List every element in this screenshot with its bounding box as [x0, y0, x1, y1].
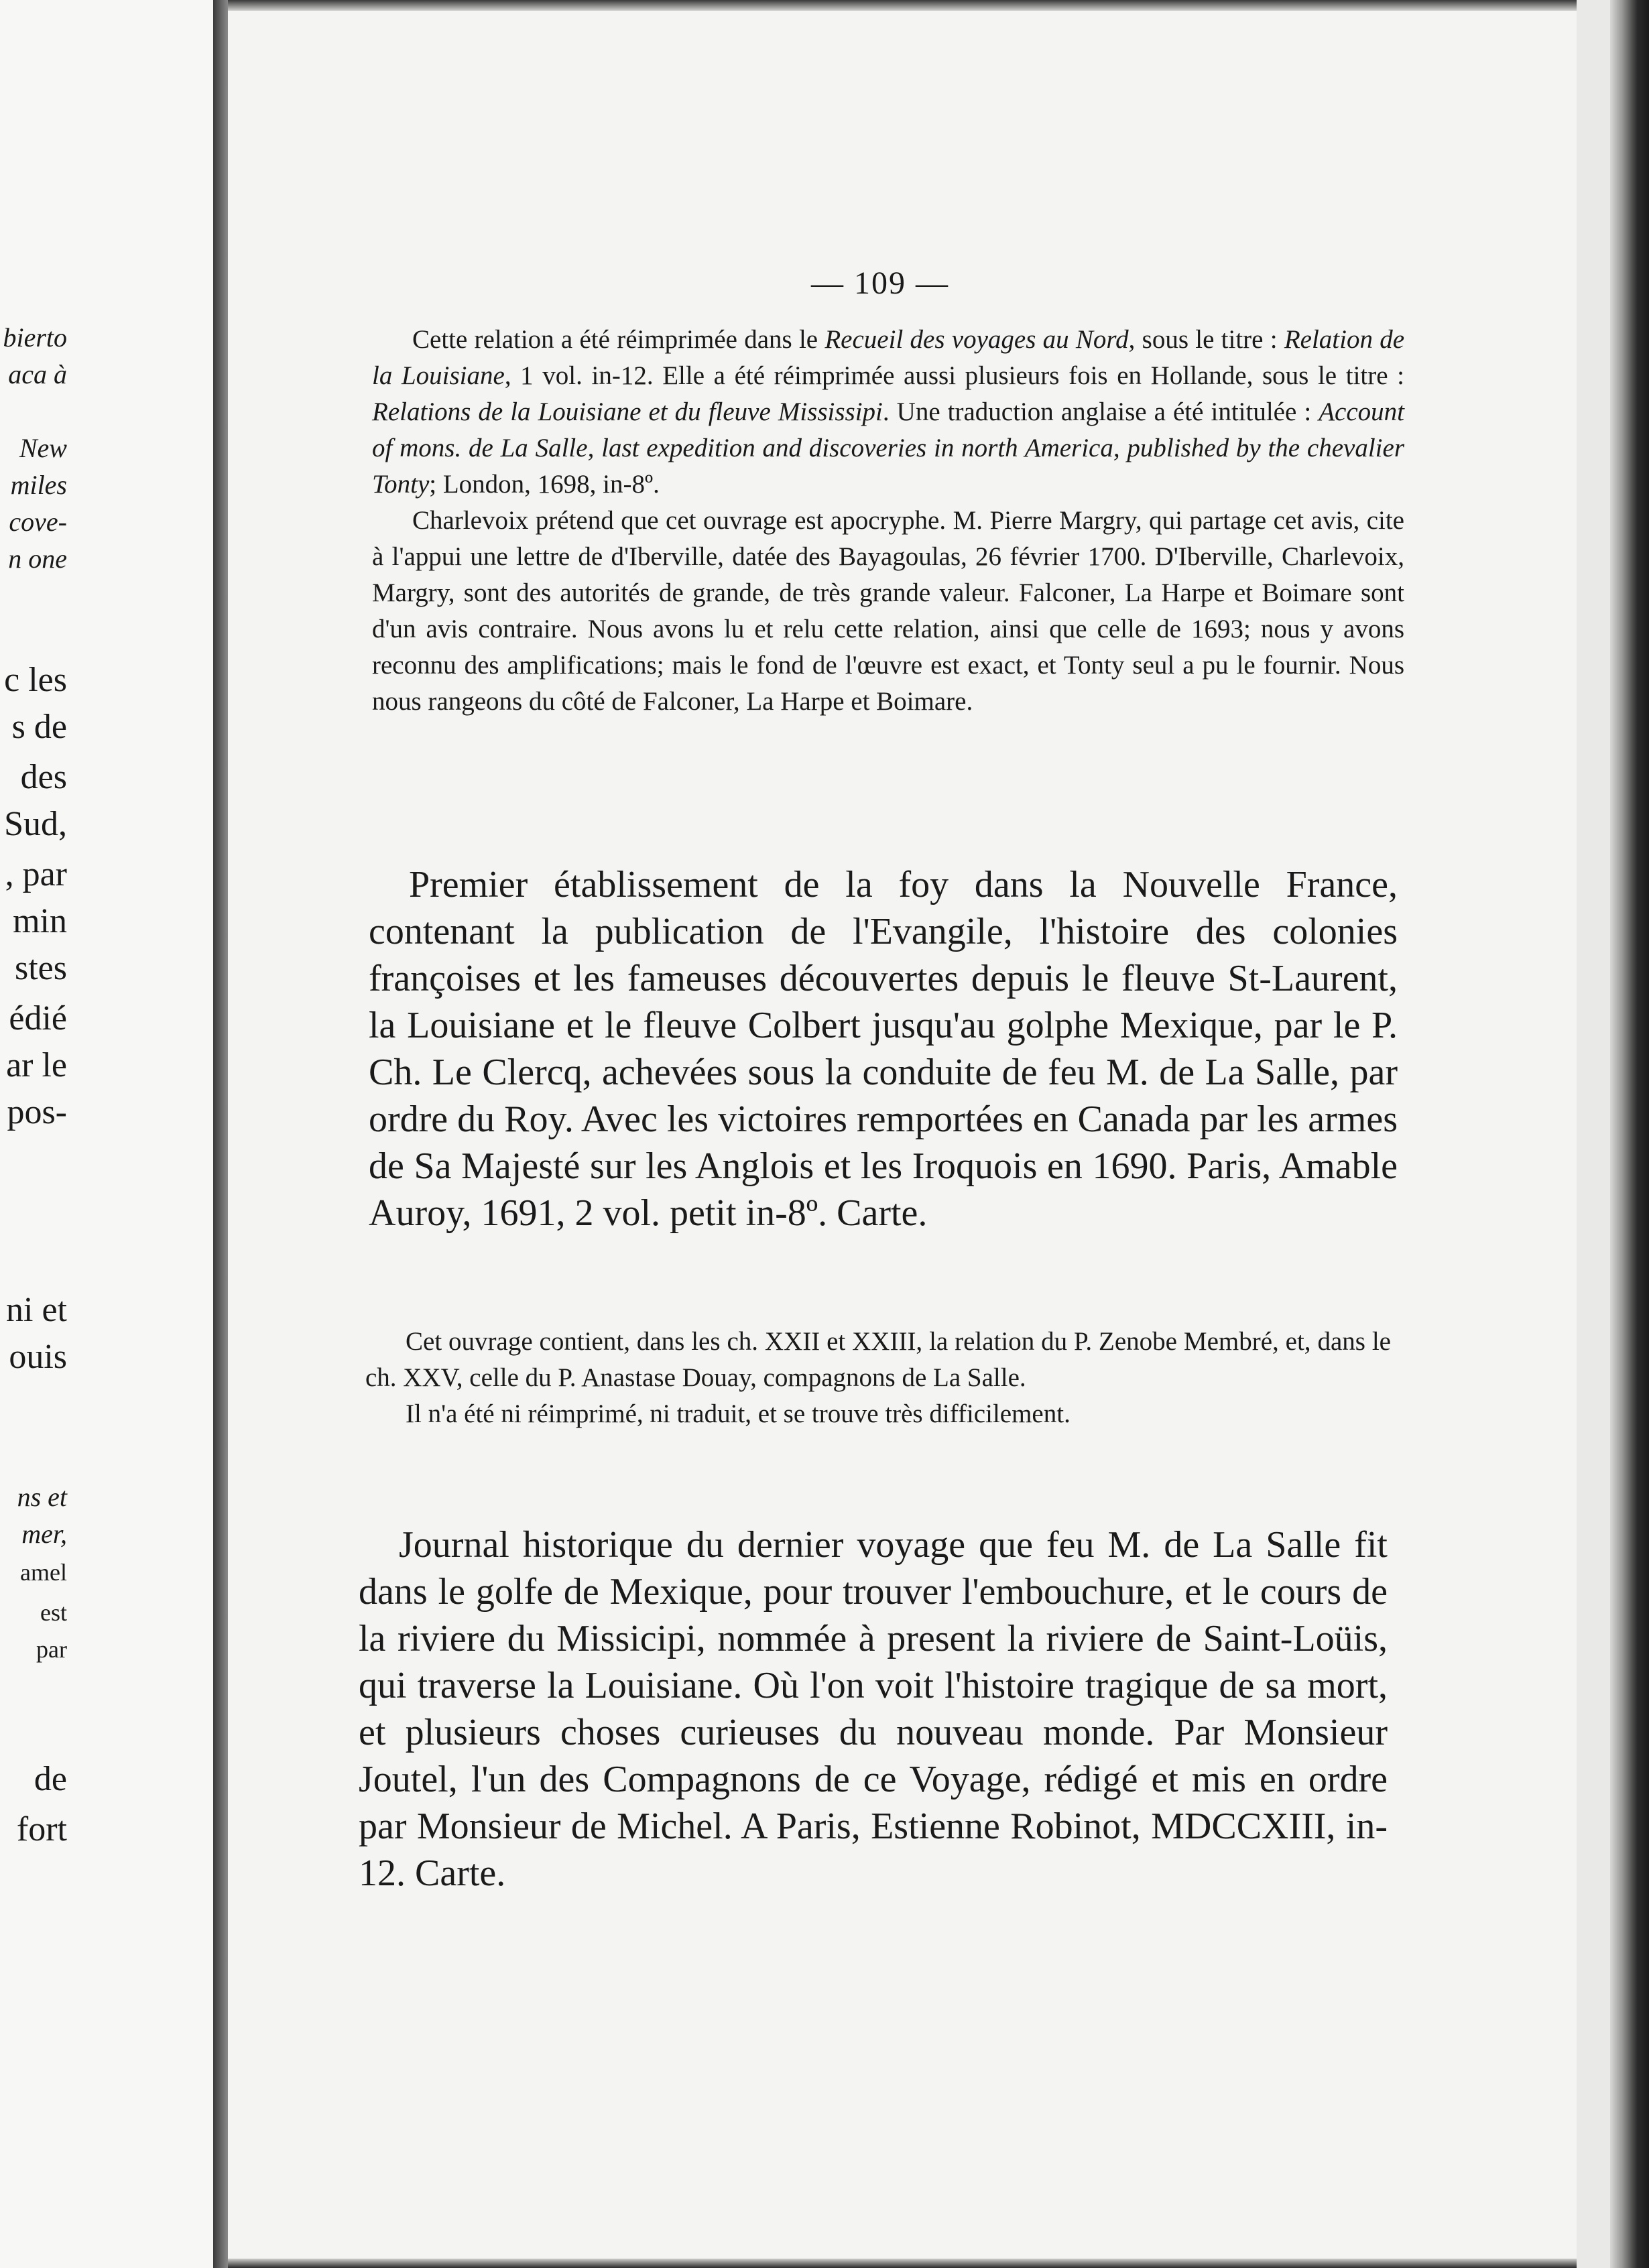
page-right-edge [1610, 0, 1649, 2268]
facing-page-line: pos- [7, 1093, 67, 1131]
note-title-italic: Relation de la Louisiane [372, 325, 1405, 390]
facing-page-line: n one [8, 544, 67, 574]
facing-page-line: bierto [3, 322, 67, 353]
facing-page-line: de [34, 1760, 67, 1798]
facing-page-line: des [20, 758, 67, 796]
footnote-block [365, 1324, 1391, 1432]
note-title-italic: Recueil des voyages au Nord [824, 325, 1129, 354]
facing-page-line: , par [5, 855, 67, 893]
facing-page-line: amel [20, 1559, 67, 1586]
facing-page-line: c les [4, 661, 67, 699]
facing-page-line: min [13, 902, 67, 940]
facing-page-line: Sud, [4, 805, 67, 843]
facing-page-line: ni et [6, 1291, 67, 1329]
page-gutter [213, 0, 228, 2268]
note-text: . Une traduction anglaise a été intitulée : [882, 397, 1319, 426]
note-text: , sous le titre : [1128, 325, 1284, 354]
note-text: , 1 vol. in-12. Elle a été réimprimée aussi plusieurs fois en Hollande, sous le titre : [504, 361, 1404, 390]
facing-page-fragment [0, 0, 213, 2268]
facing-page-line: stes [15, 949, 67, 987]
facing-page-line: ar le [6, 1046, 67, 1084]
footnote-paragraph: Cet ouvrage contient, dans les ch. XXII et XXIII, la relation du P. Zenobe Membré, et, dans le ch. XXV, celle du P. Anastase Douay, compagnons de La Salle. [365, 1327, 1391, 1392]
facing-page-line: mer, [21, 1519, 67, 1549]
facing-page-line: fort [16, 1810, 67, 1848]
bibliography-entry: Premier établissement de la foy dans la Nouvelle France, contenant la publication de l'Evangile, l'histoire des colonies françoises et les fameuses découvertes depuis le fleuve St-Laurent, la Louisiane et le fleuve Colbert jusqu'au golphe Mexique, par le P. Ch. Le Clercq, achevées sous la conduite de feu M. de La Salle, par ordre du Roy. Avec les victoires remportées en Canada par les armes de Sa Majesté sur les Anglois et les Iroquois en 1690. Paris, Amable Auroy, 1691, 2 vol. petit in-8º. Carte. [369, 864, 1398, 1234]
footnote-paragraph [372, 322, 1404, 503]
facing-page-line: s de [11, 708, 67, 746]
note-text: Cette relation a été réimprimée dans le [412, 325, 825, 354]
facing-page-line: par [36, 1636, 67, 1663]
facing-page-line: ns et [17, 1482, 67, 1512]
facing-page-line: miles [10, 470, 67, 500]
facing-page-line: est [40, 1599, 67, 1626]
page-bottom-edge [228, 2259, 1610, 2268]
page-margin [1577, 0, 1610, 2268]
footnote-block [372, 322, 1404, 720]
facing-page-line: ouis [9, 1338, 67, 1376]
page-number: — 109 — [811, 265, 949, 301]
facing-page-line: cove- [9, 507, 67, 537]
page-top-edge [228, 0, 1610, 11]
bibliography-entry: Journal historique du dernier voyage que feu M. de La Salle fit dans le golfe de Mexique, pour trouver l'embouchure, et le cours de la riviere du Missicipi, nommée à present la riviere de Saint-Loüis, qui traverse la Louisiane. Où l'on voit l'histoire tragique de sa mort, et plusieurs choses curieuses du nouveau monde. Par Monsieur Joutel, l'un des Compagnons de ce Voyage, rédigé et mis en ordre par Monsieur de Michel. A Paris, Estienne Robinot, MDCCXIII, in-12. Carte. [359, 1524, 1388, 1894]
note-title-italic: Account of mons. de La Salle, last expedition and discoveries in north America, published by the chevalier Tonty [372, 397, 1404, 499]
footnote-paragraph: Il n'a été ni réimprimé, ni traduit, et se trouve très difficilement. [406, 1399, 1071, 1428]
note-title-italic: Relations de la Louisiane et du fleuve Mississipi [372, 397, 883, 426]
facing-page-line: édié [9, 999, 67, 1037]
facing-page-line: New [19, 433, 67, 463]
footnote-paragraph: Charlevoix prétend que cet ouvrage est apocryphe. M. Pierre Margry, qui partage cet avis, cite à l'appui une lettre de d'Iberville, datée des Bayagoulas, 26 février 1700. D'Iberville, Charlevoix, Margry, sont des autorités de grande, de très grande valeur. Falconer, La Harpe et Boimare sont d'un avis contraire. Nous avons lu et relu cette relation, ainsi que celle de 1693; nous y avons reconnu des amplifications; mais le fond de l'œuvre est exact, et Tonty seul a pu le fournir. Nous nous rangeons du côté de Falconer, La Harpe et Boimare. [372, 506, 1404, 716]
facing-page-line: aca à [8, 359, 67, 389]
note-text: ; London, 1698, in-8º. [429, 470, 660, 499]
